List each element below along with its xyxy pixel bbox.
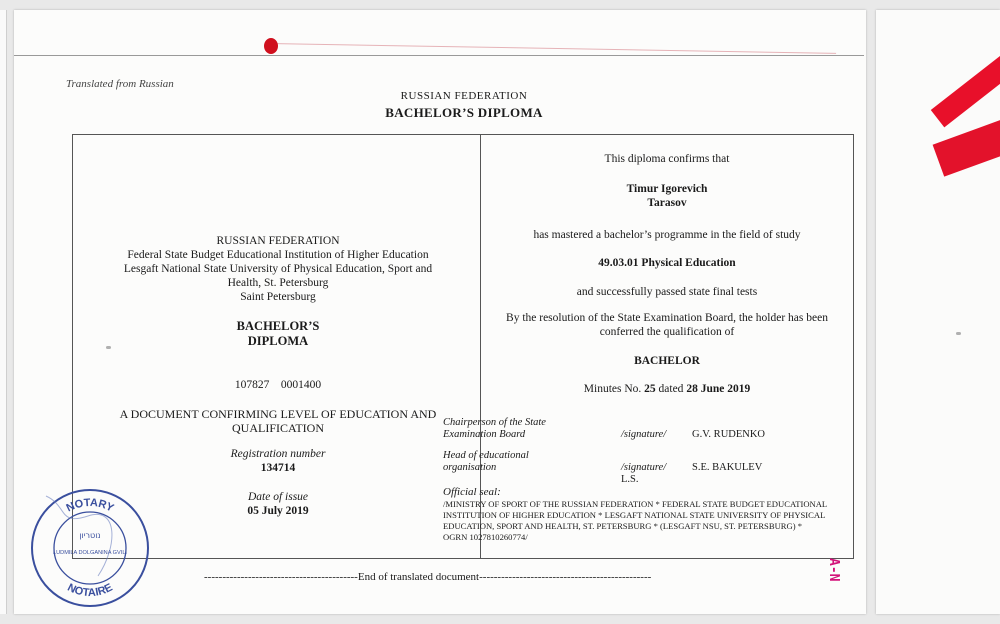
side-mark-text: A-N <box>826 558 841 582</box>
passed-text: and successfully passed state final tests <box>576 286 758 298</box>
minutes-date: 28 June 2019 <box>686 383 751 395</box>
holder-name-line-1: Timur Igorevich <box>626 183 708 195</box>
document-description <box>83 407 473 435</box>
confirms-text: This diploma confirms that <box>604 153 730 165</box>
seal-line-4: OGRN 1027810260774/ <box>443 532 528 542</box>
holder-name-line-2: Tarasov <box>647 197 687 209</box>
stamp-bottom-text: NOTAIRE <box>65 581 115 600</box>
issue-date: 05 July 2019 <box>247 505 309 517</box>
institution-line-1: Federal State Budget Educational Institution of Higher Education <box>127 249 429 261</box>
red-pin-icon <box>264 38 278 54</box>
head-label <box>443 450 603 474</box>
seal-line-3: EDUCATION, SPORT AND HEALTH, ST. PETERSBURG * (LESGAFT NSU, ST. PETERSBURG) * <box>443 521 803 531</box>
document-description-line-1: A DOCUMENT CONFIRMING LEVEL OF EDUCATION AND <box>119 407 437 421</box>
diploma-title-line-2: DIPLOMA <box>247 334 309 348</box>
stamp-hebrew-text: נוטריון <box>79 531 101 540</box>
end-of-document: ------------------------------------------End of translated document----------------------------------------------- <box>204 571 652 583</box>
stamp-name-text: LUDMILA DOLGANINA GVILI <box>53 550 127 556</box>
left-page-edge <box>0 10 7 614</box>
qualification: BACHELOR <box>634 355 700 367</box>
seal-line-1: /MINISTRY OF SPORT OF THE RUSSIAN FEDERATION * FEDERAL STATE BUDGET EDUCATIONAL <box>443 499 828 509</box>
side-mark <box>826 558 840 585</box>
right-page-edge <box>876 10 1000 614</box>
official-seal-block <box>443 487 843 543</box>
red-tape <box>931 55 1000 128</box>
field-of-study: 49.03.01 Physical Education <box>598 257 736 269</box>
chair-label <box>443 417 603 441</box>
header-country: RUSSIAN FEDERATION <box>400 90 528 102</box>
registration-number: 134714 <box>260 462 296 474</box>
diploma-box <box>72 134 854 559</box>
stamp-top-text: NOTARY <box>64 496 116 515</box>
stamp-inner-ring <box>54 512 126 584</box>
issue-label: Date of issue <box>247 491 309 503</box>
holder-name <box>485 182 849 210</box>
institution-city: Saint Petersburg <box>240 291 316 303</box>
institution-line-2: Lesgaft National State University of Physical Education, Sport and <box>123 263 433 275</box>
hole-mark-right <box>956 332 961 335</box>
left-diploma-title <box>83 319 473 349</box>
left-panel-header <box>83 234 473 304</box>
resolution-line-1: By the resolution of the State Examination Board, the holder has been <box>506 312 828 324</box>
registration-block <box>83 447 473 475</box>
chair-signature: /signature/ <box>621 429 667 440</box>
chair-label-line-2: Examination Board <box>443 429 526 440</box>
translated-note: Translated from Russian <box>66 78 174 90</box>
minutes-dated: dated <box>658 383 684 395</box>
head-signature-block <box>621 462 666 486</box>
chair-name: G.V. RUDENKO <box>692 429 766 440</box>
official-seal-label: Official seal: <box>443 486 501 498</box>
head-label-line-1: Head of educational <box>443 450 529 461</box>
notary-stamp <box>28 486 152 610</box>
resolution-text <box>485 311 849 339</box>
head-signature: /signature/ <box>621 462 667 473</box>
institution-line-3: Health, St. Petersburg <box>227 277 329 289</box>
left-country: RUSSIAN FEDERATION <box>216 235 340 247</box>
top-rule <box>14 55 864 56</box>
document-description-line-2: QUALIFICATION <box>232 421 324 435</box>
head-ls: L.S. <box>621 474 639 485</box>
head-name: S.E. BAKULEV <box>692 462 763 473</box>
chair-label-line-1: Chairperson of the State <box>443 417 546 428</box>
diploma-title-line-1: BACHELOR’S <box>236 319 320 333</box>
minutes-prefix: Minutes No. <box>583 383 642 395</box>
registration-label: Registration number <box>230 448 326 460</box>
diploma-series: 107827 <box>234 379 270 391</box>
page-title: BACHELOR’S DIPLOMA <box>385 105 543 120</box>
head-label-line-2: organisation <box>443 462 497 473</box>
resolution-line-2: conferred the qualification of <box>599 326 735 338</box>
mastered-text: has mastered a bachelor’s programme in the field of study <box>533 229 801 241</box>
diploma-number <box>83 378 473 392</box>
minutes-line <box>485 382 849 396</box>
seal-line-2: INSTITUTION OF HIGHER EDUCATION * LESGAFT NATIONAL STATE UNIVERSITY OF PHYSICAL <box>443 510 826 520</box>
minutes-number: 25 <box>644 383 656 395</box>
diploma-serial: 0001400 <box>280 379 322 391</box>
